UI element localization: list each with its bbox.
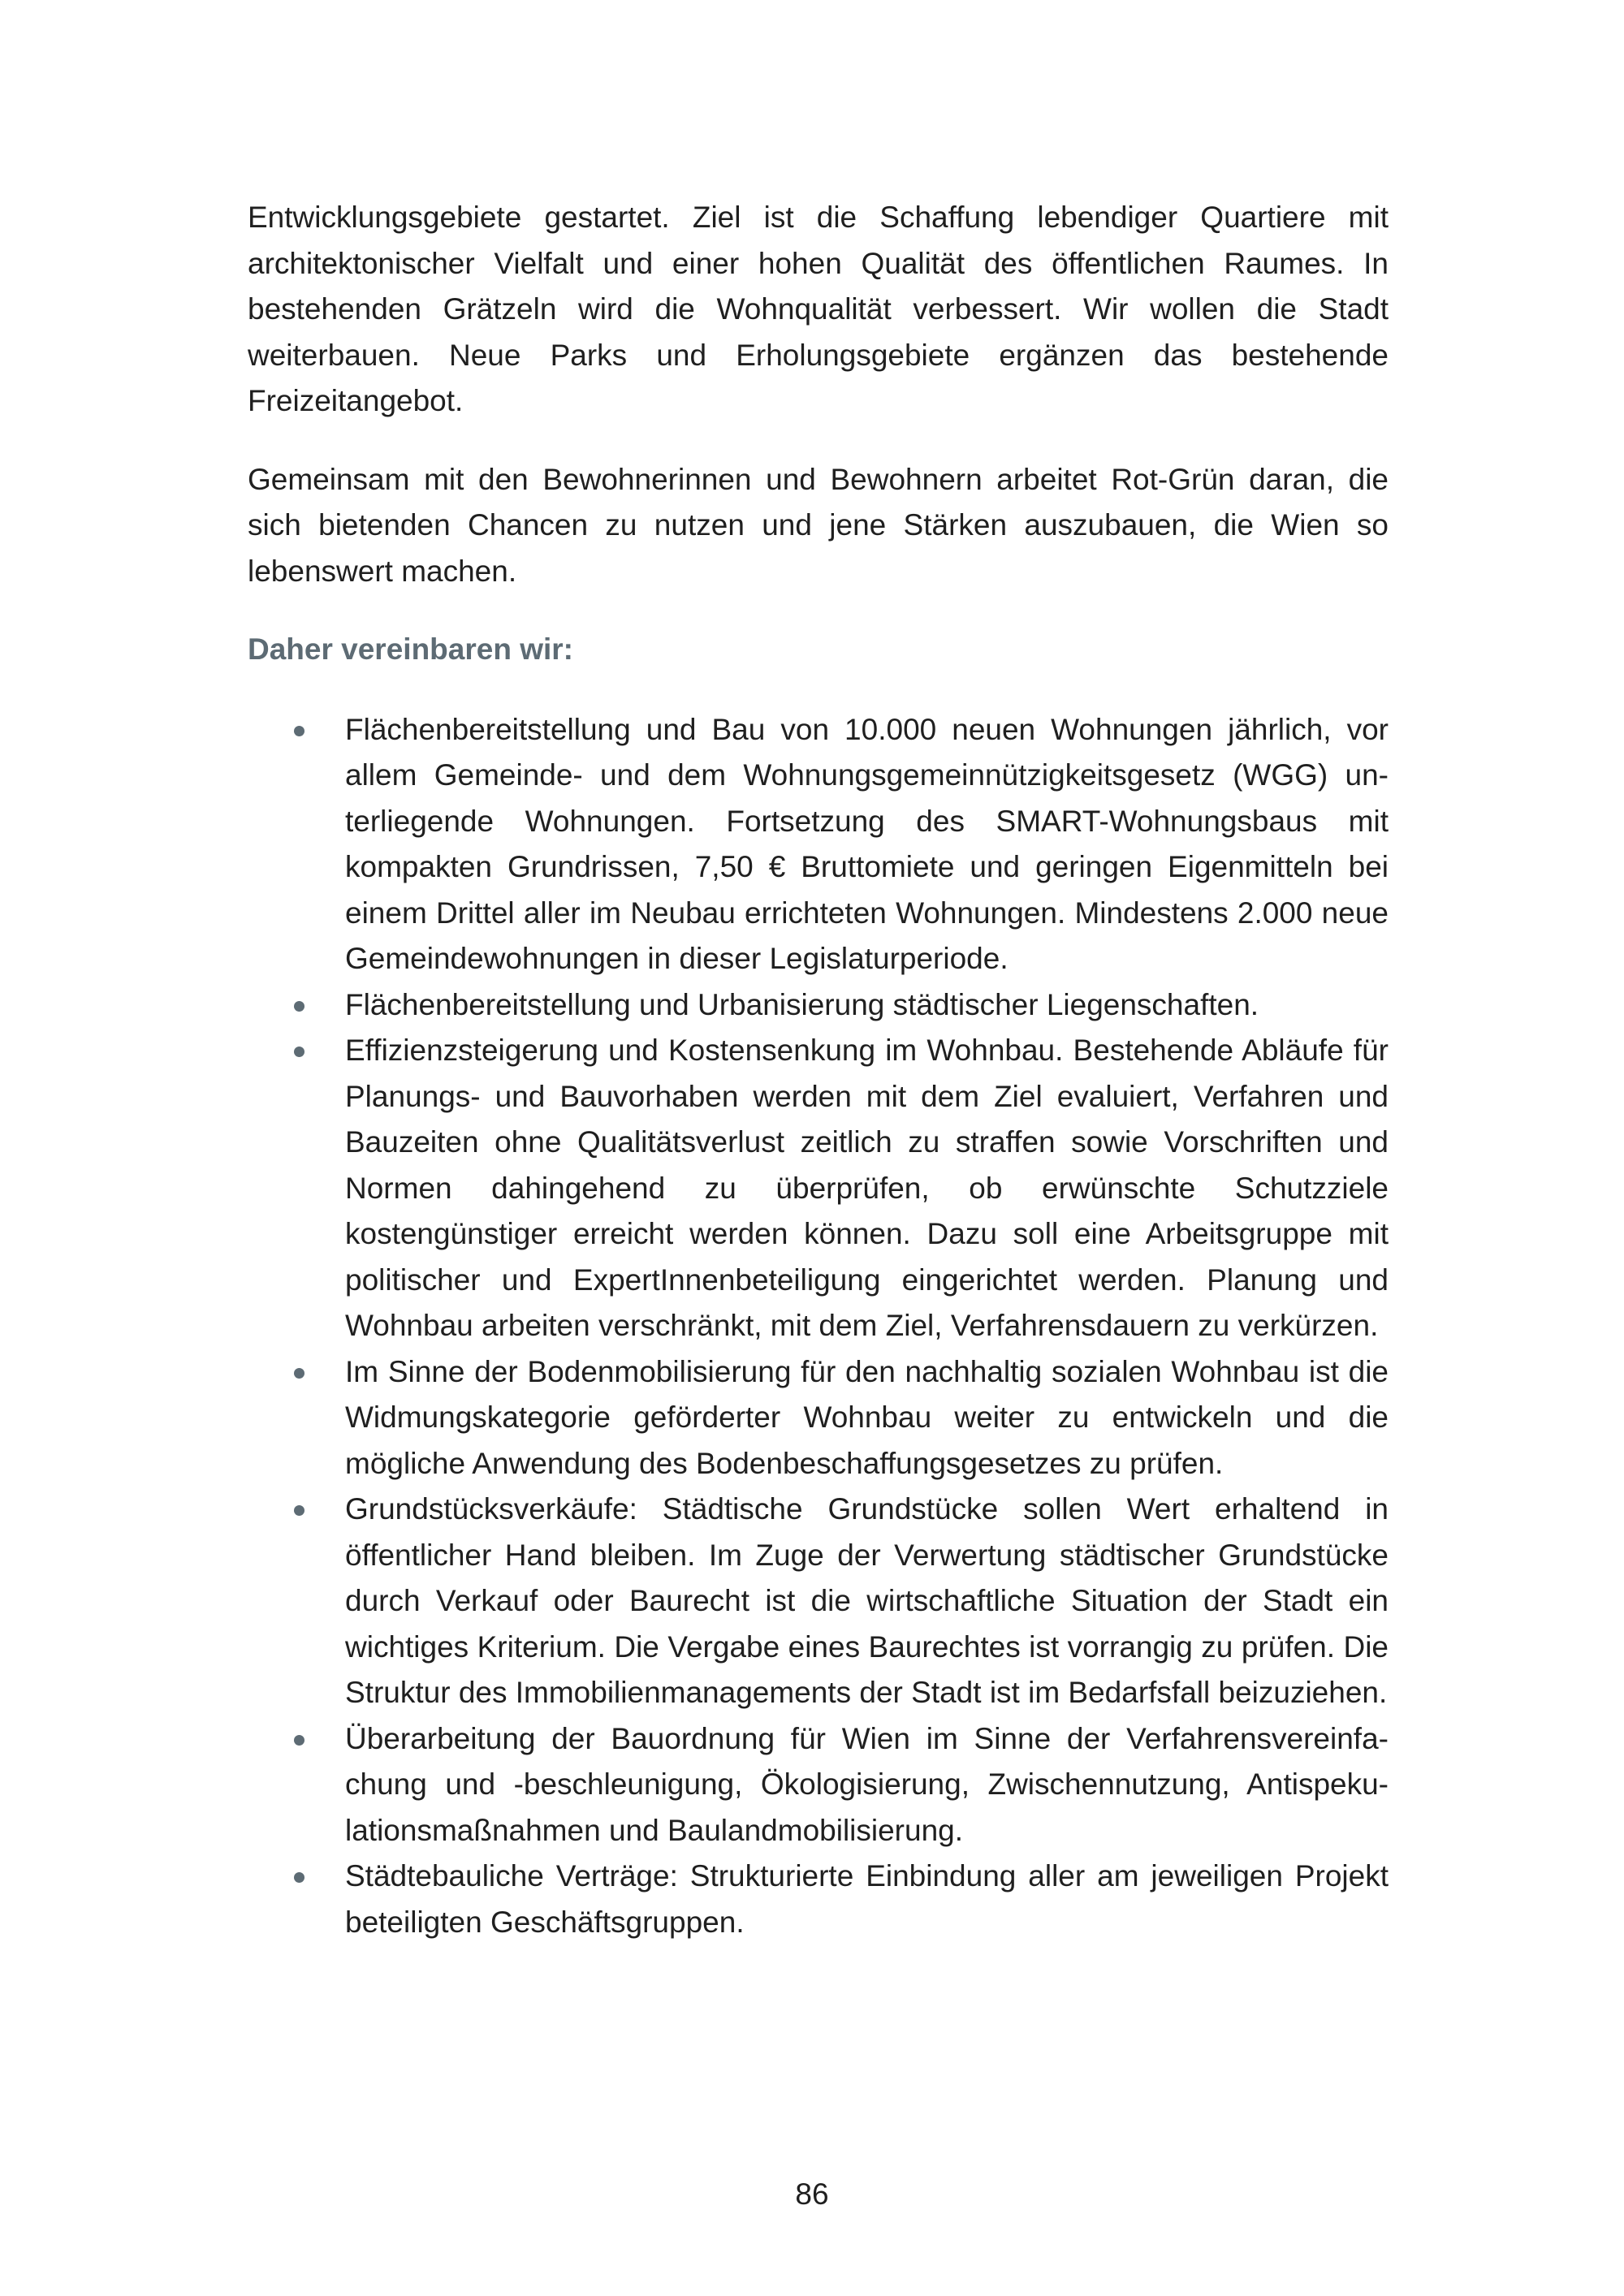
list-item-text: Im Sinne der Bodenmobilisierung für den nachhaltig sozialen Wohnbau ist die Widmungskategorie geförderter Wohnbau weiter zu entwickeln und die mögliche Anwendung des Bodenbeschaffungsgesetzes zu prüfen.	[345, 1354, 1389, 1480]
list-item	[248, 1028, 1389, 1349]
list-item	[248, 1716, 1389, 1854]
list-item-text: Städtebauliche Verträge: Strukturierte Einbindung aller am jeweiligen Projekt beteiligten Geschäftsgruppen.	[345, 1859, 1389, 1939]
list-item-text: Grundstücksverkäufe: Städtische Grundstücke sollen Wert erhaltend in öffentlicher Hand bleiben. Im Zuge der Verwertung städtischer Grundstücke durch Verkauf oder Baurecht ist die wirtschaftliche Situation der Stadt ein wichtiges Kriterium. Die Vergabe eines Baurechtes ist vorrangig zu prüfen. Die Struktur des Immobilienmanagements der Stadt ist im Bedarfsfall beizuziehen.	[345, 1492, 1389, 1709]
list-item	[248, 707, 1389, 982]
bullet-icon	[294, 1047, 304, 1057]
bullet-icon	[294, 1001, 304, 1012]
paragraph-cooperation: Gemeinsam mit den Bewohnerinnen und Bewohnern arbeitet Rot-Grün daran, die sich bietenden Chancen zu nutzen und jene Stärken auszubauen, die Wien so lebenswert machen.	[248, 462, 1389, 588]
agreement-list	[248, 707, 1389, 1946]
document-body	[248, 195, 1389, 1945]
list-item	[248, 1487, 1389, 1716]
bullet-icon	[294, 1368, 304, 1379]
bullet-icon	[294, 1872, 304, 1883]
bullet-icon	[294, 1505, 304, 1516]
bullet-icon	[294, 1735, 304, 1746]
list-item	[248, 1854, 1389, 1945]
list-item-text: Überarbeitung der Bauordnung für Wien im Sinne der Verfahrensvereinfachung und -beschleunigung, Ökologisierung, Zwischennutzung, Antispekulationsmaßnahmen und Baulandmobilisierung.	[345, 1721, 1389, 1847]
list-item	[248, 1349, 1389, 1487]
list-item-text: Flächenbereitstellung und Urbanisierung städtischer Liegenschaften.	[345, 987, 1259, 1021]
page-number: 86	[795, 2177, 829, 2211]
list-item-text: Effizienzsteigerung und Kostensenkung im Wohnbau. Bestehende Abläufe für Planungs- und Bauvorhaben werden mit dem Ziel evaluiert, Verfahren und Bauzeiten ohne Qualitätsverlust zeitlich zu straffen sowie Vorschriften und Normen dahingehend zu überprüfen, ob erwünschte Schutzziele kostengünstiger erreicht werden können. Dazu soll eine Arbeitsgruppe mit politischer und ExpertInnenbeteiligung eingerichtet werden. Planung und Wohnbau arbeiten verschränkt, mit dem Ziel, Verfahrensdauern zu verkürzen.	[345, 1034, 1389, 1342]
paragraph-intro: Entwicklungsgebiete gestartet. Ziel ist die Schaffung lebendiger Quartiere mit architektonischer Vielfalt und einer hohen Qualität des öffentlichen Raumes. In bestehenden Grätzeln wird die Wohnqualität verbessert. Wir wollen die Stadt weiterbauen. Neue Parks und Erholungsgebiete ergänzen das bestehende Freizeitangebot.	[248, 201, 1389, 417]
bullet-icon	[294, 726, 304, 736]
list-item-text: Flächenbereitstellung und Bau von 10.000 neuen Wohnungen jährlich, vor allem Gemeinde- und dem Wohnungsgemeinnützigkeitsgesetz (WGG) unterliegende Wohnungen. Fortsetzung des SMART-Wohnungsbaus mit kompakten Grundrissen, 7,50 € Bruttomiete und geringen Eigenmitteln bei einem Drittel aller im Neubau errichteten Wohnungen. Mindestens 2.000 neue Gemeindewohnungen in dieser Legislaturperiode.	[345, 712, 1389, 975]
section-heading: Daher vereinbaren wir:	[248, 632, 573, 666]
list-item	[248, 982, 1389, 1029]
